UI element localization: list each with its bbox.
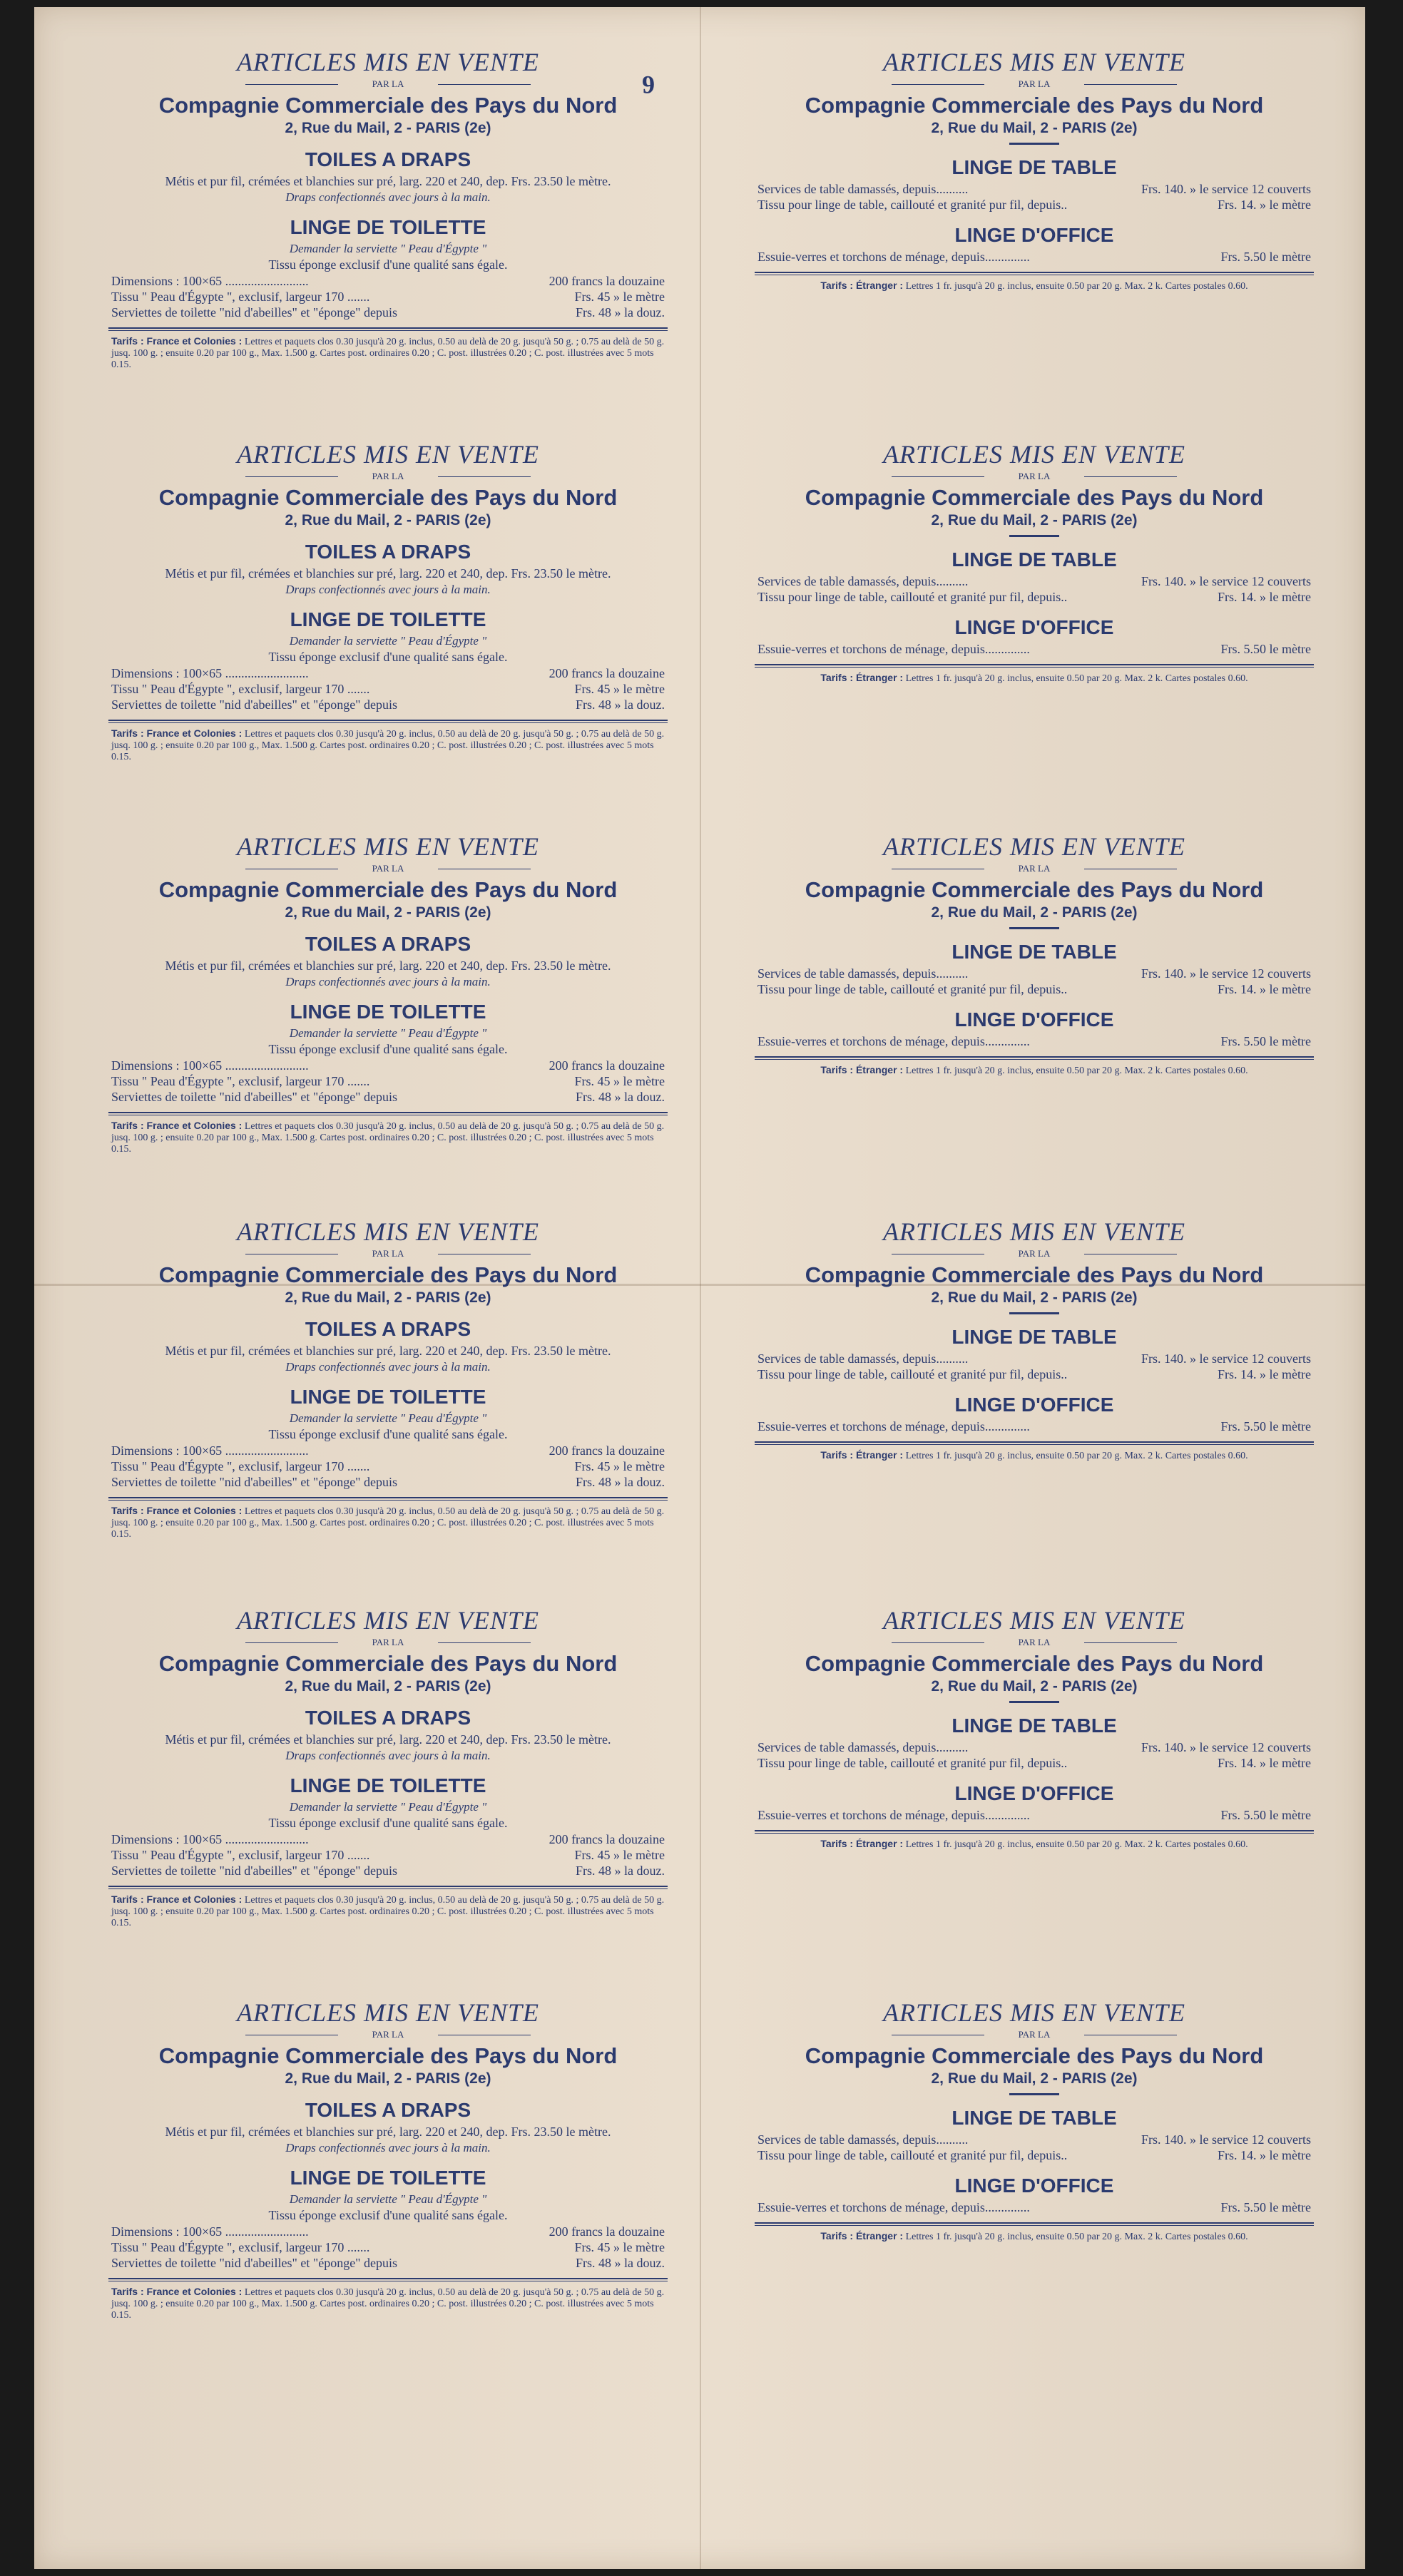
tarifs-label: Tarifs : Étranger :	[820, 1838, 904, 1849]
block-title: ARTICLES MIS EN VENTE	[883, 1217, 1185, 1246]
tarifs-label: Tarifs : Étranger :	[820, 672, 904, 683]
section-heading-toilette: LINGE DE TOILETTE	[290, 608, 486, 630]
row-price: Frs. 45 » le mètre	[574, 290, 665, 304]
divider	[755, 1056, 1314, 1058]
company-address: 2, Rue du Mail, 2 - PARIS (2e)	[285, 512, 491, 528]
price-row	[111, 2256, 665, 2271]
row-price: Frs. 45 » le mètre	[574, 1848, 665, 1862]
section-heading-toilette: LINGE DE TOILETTE	[290, 1386, 486, 1408]
toiles-description: Métis et pur fil, crémées et blanchies sur pré, larg. 220 et 240, dep. Frs. 23.50 le mètre.	[165, 1732, 611, 1747]
toilette-description: Tissu éponge exclusif d'une qualité sans égale.	[268, 2208, 508, 2222]
row-price: Frs. 14. » le mètre	[1218, 982, 1311, 996]
divider	[108, 1112, 668, 1113]
row-label: Essuie-verres et torchons de ménage, depuis..............	[757, 250, 1030, 264]
row-price: 200 francs la douzaine	[549, 274, 665, 288]
toilette-note: Demander la serviette " Peau d'Égypte "	[289, 2192, 487, 2206]
row-price: Frs. 48 » la douz.	[576, 1864, 665, 1878]
par-la-label: PAR LA	[103, 1248, 673, 1259]
company-name: Compagnie Commerciale des Pays du Nord	[805, 2043, 1264, 2068]
divider	[108, 1500, 668, 1501]
section-heading-toilette: LINGE DE TOILETTE	[290, 1001, 486, 1023]
section-heading-toiles: TOILES A DRAPS	[305, 1707, 471, 1729]
section-heading-table: LINGE DE TABLE	[952, 548, 1117, 571]
tarifs-text	[757, 1449, 1311, 1462]
company-address: 2, Rue du Mail, 2 - PARIS (2e)	[931, 2070, 1138, 2087]
toilette-description: Tissu éponge exclusif d'une qualité sans égale.	[268, 1816, 508, 1830]
row-label: Serviettes de toilette "nid d'abeilles" et "éponge" depuis	[111, 2256, 398, 2270]
toilette-note: Demander la serviette " Peau d'Égypte "	[289, 1800, 487, 1814]
row-price: Frs. 5.50 le mètre	[1220, 250, 1311, 264]
company-name: Compagnie Commerciale des Pays du Nord	[158, 485, 618, 510]
section-heading-office: LINGE D'OFFICE	[954, 1008, 1114, 1031]
company-name: Compagnie Commerciale des Pays du Nord	[158, 1651, 618, 1676]
tarifs-text	[757, 2230, 1311, 2243]
divider	[755, 667, 1314, 668]
section-heading-toilette: LINGE DE TOILETTE	[290, 2167, 486, 2189]
toilette-note: Demander la serviette " Peau d'Égypte "	[289, 1026, 487, 1040]
left-advert-block-1	[103, 21, 673, 407]
divider	[108, 1888, 668, 1889]
price-row	[757, 1756, 1311, 1771]
price-row	[111, 1848, 665, 1863]
divider	[108, 2278, 668, 2279]
row-label: Tissu " Peau d'Égypte ", exclusif, largeur 170 .......	[111, 1074, 370, 1088]
company-name: Compagnie Commerciale des Pays du Nord	[805, 1651, 1264, 1676]
company-address: 2, Rue du Mail, 2 - PARIS (2e)	[931, 512, 1138, 528]
section-heading-table: LINGE DE TABLE	[952, 156, 1117, 178]
divider	[755, 1059, 1314, 1060]
price-row	[111, 2224, 665, 2239]
block-title: ARTICLES MIS EN VENTE	[883, 1998, 1185, 2027]
row-price: Frs. 5.50 le mètre	[1220, 1034, 1311, 1048]
toiles-note: Draps confectionnés avec jours à la main.	[285, 1360, 491, 1374]
page-number: 6	[642, 71, 655, 99]
price-row	[111, 1074, 665, 1089]
tarifs-text	[111, 727, 665, 763]
price-row	[757, 1034, 1311, 1049]
price-row	[111, 697, 665, 712]
tarifs-label: Tarifs : France et Colonies :	[111, 727, 243, 739]
right-advert-block-4	[749, 1191, 1320, 1576]
row-price: Frs. 14. » le mètre	[1218, 198, 1311, 212]
toilette-description: Tissu éponge exclusif d'une qualité sans égale.	[268, 257, 508, 272]
price-row	[757, 2132, 1311, 2147]
row-price: Frs. 140. » le service 12 couverts	[1141, 1351, 1311, 1366]
toiles-description: Métis et pur fil, crémées et blanchies sur pré, larg. 220 et 240, dep. Frs. 23.50 le mètre.	[165, 1344, 611, 1358]
right-advert-block-6	[749, 1972, 1320, 2357]
company-address: 2, Rue du Mail, 2 - PARIS (2e)	[285, 2070, 491, 2087]
row-label: Tissu " Peau d'Égypte ", exclusif, largeur 170 .......	[111, 1848, 370, 1862]
company-name: Compagnie Commerciale des Pays du Nord	[158, 877, 618, 902]
divider	[755, 1833, 1314, 1834]
block-title: ARTICLES MIS EN VENTE	[883, 832, 1185, 861]
block-title: ARTICLES MIS EN VENTE	[237, 1998, 539, 2027]
row-label: Serviettes de toilette "nid d'abeilles" et "éponge" depuis	[111, 1090, 398, 1104]
company-name: Compagnie Commerciale des Pays du Nord	[805, 1262, 1264, 1287]
price-row	[757, 182, 1311, 197]
section-heading-table: LINGE DE TABLE	[952, 941, 1117, 963]
tarifs-body: Lettres et paquets clos 0.30 jusqu'à 20 g. inclus, 0.50 au delà de 20 g. jusqu'à 50 g. ; 0.75 au delà de 50 g. jusq. 100 g. ; ensuite 0.20 par 100 g., Max. 1.500 g. Cartes post. ordinaires 0.20 ; C. post. illustrées 0.20 ; C. post. illustrées avec 5 mots 0.15.	[111, 337, 665, 370]
section-heading-office: LINGE D'OFFICE	[954, 1782, 1114, 1804]
section-heading-toilette: LINGE DE TOILETTE	[290, 1774, 486, 1796]
tarifs-body: Lettres 1 fr. jusqu'à 20 g. inclus, ensuite 0.50 par 20 g. Max. 2 k. Cartes postales 0.60.	[905, 1839, 1248, 1850]
par-la-label: PAR LA	[103, 863, 673, 874]
row-label: Dimensions : 100×65 ..........................	[111, 666, 309, 680]
row-price: Frs. 140. » le service 12 couverts	[1141, 182, 1311, 196]
row-label: Tissu " Peau d'Égypte ", exclusif, largeur 170 .......	[111, 290, 370, 304]
row-label: Dimensions : 100×65 ..........................	[111, 2224, 309, 2239]
tarifs-text	[111, 1893, 665, 1929]
par-la-label: PAR LA	[749, 78, 1320, 90]
price-row	[111, 1090, 665, 1105]
row-label: Dimensions : 100×65 ..........................	[111, 1832, 309, 1846]
par-la-label: PAR LA	[749, 863, 1320, 874]
left-advert-block-4	[103, 1191, 673, 1576]
row-price: 200 francs la douzaine	[549, 1058, 665, 1073]
short-divider	[1009, 143, 1059, 145]
row-label: Services de table damassés, depuis..........	[757, 1351, 969, 1366]
price-row	[757, 966, 1311, 981]
section-heading-toiles: TOILES A DRAPS	[305, 933, 471, 955]
row-price: Frs. 5.50 le mètre	[1220, 1419, 1311, 1433]
tarifs-label: Tarifs : France et Colonies :	[111, 2286, 243, 2297]
divider	[755, 272, 1314, 273]
section-heading-table: LINGE DE TABLE	[952, 1326, 1117, 1348]
price-row	[111, 1864, 665, 1879]
price-row	[111, 1832, 665, 1847]
row-label: Tissu pour linge de table, caillouté et granité pur fil, depuis..	[757, 1756, 1068, 1770]
row-label: Essuie-verres et torchons de ménage, depuis..............	[757, 1419, 1030, 1433]
block-title: ARTICLES MIS EN VENTE	[237, 832, 539, 861]
section-heading-toiles: TOILES A DRAPS	[305, 2099, 471, 2121]
row-label: Services de table damassés, depuis..........	[757, 182, 969, 196]
company-address: 2, Rue du Mail, 2 - PARIS (2e)	[285, 904, 491, 921]
company-address: 2, Rue du Mail, 2 - PARIS (2e)	[931, 120, 1138, 136]
row-label: Services de table damassés, depuis..........	[757, 1740, 969, 1754]
short-divider	[1009, 1701, 1059, 1703]
tarifs-label: Tarifs : France et Colonies :	[111, 1120, 243, 1131]
row-label: Essuie-verres et torchons de ménage, depuis..............	[757, 1808, 1030, 1822]
row-label: Services de table damassés, depuis..........	[757, 574, 969, 588]
toiles-note: Draps confectionnés avec jours à la main.	[285, 190, 491, 204]
right-advert-block-5	[749, 1580, 1320, 1965]
par-la-label: PAR LA	[103, 78, 673, 90]
row-label: Serviettes de toilette "nid d'abeilles" et "éponge" depuis	[111, 697, 398, 712]
tarifs-label: Tarifs : Étranger :	[820, 1064, 904, 1075]
row-price: Frs. 14. » le mètre	[1218, 1756, 1311, 1770]
toiles-description: Métis et pur fil, crémées et blanchies sur pré, larg. 220 et 240, dep. Frs. 23.50 le mètre.	[165, 959, 611, 973]
price-row	[757, 1351, 1311, 1366]
divider	[755, 2225, 1314, 2226]
tarifs-body: Lettres et paquets clos 0.30 jusqu'à 20 g. inclus, 0.50 au delà de 20 g. jusqu'à 50 g. ; 0.75 au delà de 50 g. jusq. 100 g. ; ensuite 0.20 par 100 g., Max. 1.500 g. Cartes post. ordinaires 0.20 ; C. post. illustrées 0.20 ; C. post. illustrées avec 5 mots 0.15.	[111, 1506, 665, 1540]
tarifs-text	[757, 672, 1311, 685]
tarifs-body: Lettres et paquets clos 0.30 jusqu'à 20 g. inclus, 0.50 au delà de 20 g. jusqu'à 50 g. ; 0.75 au delà de 50 g. jusq. 100 g. ; ensuite 0.20 par 100 g., Max. 1.500 g. Cartes post. ordinaires 0.20 ; C. post. illustrées 0.20 ; C. post. illustrées avec 5 mots 0.15.	[111, 729, 665, 762]
row-price: Frs. 45 » le mètre	[574, 682, 665, 696]
block-title: ARTICLES MIS EN VENTE	[883, 48, 1185, 76]
company-name: Compagnie Commerciale des Pays du Nord	[158, 2043, 618, 2068]
tarifs-text	[757, 280, 1311, 292]
row-label: Dimensions : 100×65 ..........................	[111, 274, 309, 288]
row-price: Frs. 48 » la douz.	[576, 2256, 665, 2270]
section-heading-toilette: LINGE DE TOILETTE	[290, 216, 486, 238]
price-row	[757, 198, 1311, 213]
row-price: Frs. 14. » le mètre	[1218, 2148, 1311, 2162]
toilette-note: Demander la serviette " Peau d'Égypte "	[289, 1411, 487, 1425]
row-label: Essuie-verres et torchons de ménage, depuis..............	[757, 642, 1030, 656]
row-price: Frs. 45 » le mètre	[574, 2240, 665, 2254]
company-name: Compagnie Commerciale des Pays du Nord	[158, 1262, 618, 1287]
row-price: 200 francs la douzaine	[549, 1443, 665, 1458]
row-label: Serviettes de toilette "nid d'abeilles" et "éponge" depuis	[111, 1475, 398, 1489]
row-label: Tissu " Peau d'Égypte ", exclusif, largeur 170 .......	[111, 1459, 370, 1473]
row-label: Serviettes de toilette "nid d'abeilles" et "éponge" depuis	[111, 1864, 398, 1878]
divider	[755, 1444, 1314, 1445]
row-price: 200 francs la douzaine	[549, 1832, 665, 1846]
tarifs-label: Tarifs : France et Colonies :	[111, 1893, 243, 1905]
par-la-label: PAR LA	[749, 1637, 1320, 1648]
price-row	[111, 1443, 665, 1458]
section-heading-toiles: TOILES A DRAPS	[305, 541, 471, 563]
section-heading-office: LINGE D'OFFICE	[954, 224, 1114, 246]
row-label: Tissu pour linge de table, caillouté et granité pur fil, depuis..	[757, 982, 1068, 996]
row-price: Frs. 140. » le service 12 couverts	[1141, 1740, 1311, 1754]
company-name: Compagnie Commerciale des Pays du Nord	[805, 93, 1264, 118]
row-price: Frs. 48 » la douz.	[576, 1090, 665, 1104]
section-heading-toiles: TOILES A DRAPS	[305, 148, 471, 170]
section-heading-table: LINGE DE TABLE	[952, 1714, 1117, 1737]
tarifs-label: Tarifs : France et Colonies :	[111, 1505, 243, 1516]
tarifs-body: Lettres 1 fr. jusqu'à 20 g. inclus, ensuite 0.50 par 20 g. Max. 2 k. Cartes postales 0.60.	[905, 281, 1248, 292]
toilette-description: Tissu éponge exclusif d'une qualité sans égale.	[268, 650, 508, 664]
block-title: ARTICLES MIS EN VENTE	[237, 1606, 539, 1635]
tarifs-text	[111, 335, 665, 371]
company-address: 2, Rue du Mail, 2 - PARIS (2e)	[285, 120, 491, 136]
par-la-label: PAR LA	[749, 2029, 1320, 2040]
block-title: ARTICLES MIS EN VENTE	[883, 440, 1185, 469]
toiles-note: Draps confectionnés avec jours à la main.	[285, 2141, 491, 2155]
row-price: Frs. 45 » le mètre	[574, 1074, 665, 1088]
par-la-label: PAR LA	[103, 2029, 673, 2040]
left-advert-block-5	[103, 1580, 673, 1965]
row-price: Frs. 14. » le mètre	[1218, 590, 1311, 604]
row-price: Frs. 140. » le service 12 couverts	[1141, 2132, 1311, 2147]
tarifs-label: Tarifs : France et Colonies :	[111, 335, 243, 347]
toiles-note: Draps confectionnés avec jours à la main.	[285, 583, 491, 596]
right-advert-block-3	[749, 806, 1320, 1191]
tarifs-body: Lettres 1 fr. jusqu'à 20 g. inclus, ensuite 0.50 par 20 g. Max. 2 k. Cartes postales 0.60.	[905, 1451, 1248, 1461]
price-row	[757, 250, 1311, 265]
price-row	[111, 666, 665, 681]
section-heading-toiles: TOILES A DRAPS	[305, 1318, 471, 1340]
toilette-note: Demander la serviette " Peau d'Égypte "	[289, 634, 487, 648]
tarifs-label: Tarifs : Étranger :	[820, 1449, 904, 1461]
short-divider	[1009, 535, 1059, 537]
row-label: Services de table damassés, depuis..........	[757, 2132, 969, 2147]
price-row	[111, 1459, 665, 1474]
row-price: Frs. 140. » le service 12 couverts	[1141, 574, 1311, 588]
row-label: Tissu pour linge de table, caillouté et granité pur fil, depuis..	[757, 590, 1068, 604]
left-advert-block-3	[103, 806, 673, 1191]
row-label: Tissu pour linge de table, caillouté et granité pur fil, depuis..	[757, 1367, 1068, 1381]
divider	[108, 330, 668, 331]
price-row	[757, 1419, 1311, 1434]
price-row	[757, 574, 1311, 589]
tarifs-text	[111, 2286, 665, 2321]
row-price: Frs. 48 » la douz.	[576, 305, 665, 320]
block-title: ARTICLES MIS EN VENTE	[237, 48, 539, 76]
divider	[755, 664, 1314, 665]
price-row	[757, 642, 1311, 657]
price-row	[111, 1058, 665, 1073]
row-label: Tissu " Peau d'Égypte ", exclusif, largeur 170 .......	[111, 2240, 370, 2254]
row-price: Frs. 48 » la douz.	[576, 1475, 665, 1489]
toilette-description: Tissu éponge exclusif d'une qualité sans égale.	[268, 1042, 508, 1056]
price-row	[111, 1475, 665, 1490]
tarifs-label: Tarifs : Étranger :	[820, 2230, 904, 2242]
block-title: ARTICLES MIS EN VENTE	[237, 440, 539, 469]
par-la-label: PAR LA	[749, 471, 1320, 482]
block-title: ARTICLES MIS EN VENTE	[883, 1606, 1185, 1635]
tarifs-text	[111, 1120, 665, 1155]
section-heading-office: LINGE D'OFFICE	[954, 616, 1114, 638]
row-price: Frs. 14. » le mètre	[1218, 1367, 1311, 1381]
printed-sheet	[34, 7, 1365, 2569]
row-price: Frs. 5.50 le mètre	[1220, 642, 1311, 656]
price-row	[757, 1367, 1311, 1382]
section-heading-table: LINGE DE TABLE	[952, 2107, 1117, 2129]
row-price: Frs. 5.50 le mètre	[1220, 2200, 1311, 2214]
tarifs-body: Lettres et paquets clos 0.30 jusqu'à 20 g. inclus, 0.50 au delà de 20 g. jusqu'à 50 g. ; 0.75 au delà de 50 g. jusq. 100 g. ; ensuite 0.20 par 100 g., Max. 1.500 g. Cartes post. ordinaires 0.20 ; C. post. illustrées 0.20 ; C. post. illustrées avec 5 mots 0.15.	[111, 1895, 665, 1928]
toilette-note: Demander la serviette " Peau d'Égypte "	[289, 242, 487, 255]
row-price: 200 francs la douzaine	[549, 666, 665, 680]
price-row	[111, 2240, 665, 2255]
price-row	[757, 982, 1311, 997]
price-row	[757, 590, 1311, 605]
tarifs-body: Lettres 1 fr. jusqu'à 20 g. inclus, ensuite 0.50 par 20 g. Max. 2 k. Cartes postales 0.60.	[905, 673, 1248, 684]
row-price: 200 francs la douzaine	[549, 2224, 665, 2239]
price-row	[757, 1740, 1311, 1755]
short-divider	[1009, 1312, 1059, 1314]
toiles-note: Draps confectionnés avec jours à la main.	[285, 1749, 491, 1762]
row-label: Tissu pour linge de table, caillouté et granité pur fil, depuis..	[757, 2148, 1068, 2162]
divider	[755, 2222, 1314, 2224]
tarifs-label: Tarifs : Étranger :	[820, 280, 904, 291]
short-divider	[1009, 927, 1059, 929]
price-row	[757, 2200, 1311, 2215]
company-address: 2, Rue du Mail, 2 - PARIS (2e)	[285, 1289, 491, 1306]
price-row	[111, 682, 665, 697]
short-divider	[1009, 2093, 1059, 2095]
divider	[108, 1886, 668, 1887]
company-name: Compagnie Commerciale des Pays du Nord	[805, 485, 1264, 510]
par-la-label: PAR LA	[103, 471, 673, 482]
par-la-label: PAR LA	[103, 1637, 673, 1648]
left-advert-block-6	[103, 1972, 673, 2357]
row-price: Frs. 5.50 le mètre	[1220, 1808, 1311, 1822]
price-row	[111, 305, 665, 320]
divider	[108, 720, 668, 721]
par-la-label: PAR LA	[749, 1248, 1320, 1259]
row-price: Frs. 140. » le service 12 couverts	[1141, 966, 1311, 981]
tarifs-text	[757, 1064, 1311, 1077]
row-label: Essuie-verres et torchons de ménage, depuis..............	[757, 1034, 1030, 1048]
tarifs-body: Lettres et paquets clos 0.30 jusqu'à 20 g. inclus, 0.50 au delà de 20 g. jusqu'à 50 g. ; 0.75 au delà de 50 g. jusq. 100 g. ; ensuite 0.20 par 100 g., Max. 1.500 g. Cartes post. ordinaires 0.20 ; C. post. illustrées 0.20 ; C. post. illustrées avec 5 mots 0.15.	[111, 1121, 665, 1155]
divider	[755, 1441, 1314, 1443]
divider	[108, 722, 668, 723]
company-name: Compagnie Commerciale des Pays du Nord	[158, 93, 618, 118]
company-address: 2, Rue du Mail, 2 - PARIS (2e)	[931, 1678, 1138, 1695]
tarifs-body: Lettres 1 fr. jusqu'à 20 g. inclus, ensuite 0.50 par 20 g. Max. 2 k. Cartes postales 0.60.	[905, 1065, 1248, 1076]
divider	[755, 1830, 1314, 1831]
price-row	[111, 274, 665, 289]
price-row	[757, 1808, 1311, 1823]
tarifs-body: Lettres 1 fr. jusqu'à 20 g. inclus, ensuite 0.50 par 20 g. Max. 2 k. Cartes postales 0.60.	[905, 2232, 1248, 2242]
divider	[108, 1497, 668, 1498]
toilette-description: Tissu éponge exclusif d'une qualité sans égale.	[268, 1427, 508, 1441]
toiles-description: Métis et pur fil, crémées et blanchies sur pré, larg. 220 et 240, dep. Frs. 23.50 le mètre.	[165, 2125, 611, 2139]
toiles-description: Métis et pur fil, crémées et blanchies sur pré, larg. 220 et 240, dep. Frs. 23.50 le mètre.	[165, 566, 611, 581]
company-name: Compagnie Commerciale des Pays du Nord	[805, 877, 1264, 902]
company-address: 2, Rue du Mail, 2 - PARIS (2e)	[285, 1678, 491, 1695]
company-address: 2, Rue du Mail, 2 - PARIS (2e)	[931, 1289, 1138, 1306]
row-label: Dimensions : 100×65 ..........................	[111, 1058, 309, 1073]
row-label: Tissu " Peau d'Égypte ", exclusif, largeur 170 .......	[111, 682, 370, 696]
row-price: Frs. 45 » le mètre	[574, 1459, 665, 1473]
tarifs-text	[757, 1838, 1311, 1851]
toiles-description: Métis et pur fil, crémées et blanchies sur pré, larg. 220 et 240, dep. Frs. 23.50 le mètre.	[165, 174, 611, 188]
section-heading-office: LINGE D'OFFICE	[954, 2174, 1114, 2197]
left-advert-block-2	[103, 414, 673, 799]
price-row	[757, 2148, 1311, 2163]
row-label: Serviettes de toilette "nid d'abeilles" et "éponge" depuis	[111, 305, 398, 320]
company-address: 2, Rue du Mail, 2 - PARIS (2e)	[931, 904, 1138, 921]
right-advert-block-2	[749, 414, 1320, 799]
right-advert-block-1	[749, 21, 1320, 407]
section-heading-office: LINGE D'OFFICE	[954, 1394, 1114, 1416]
block-title: ARTICLES MIS EN VENTE	[237, 1217, 539, 1246]
divider	[108, 327, 668, 329]
row-label: Tissu pour linge de table, caillouté et granité pur fil, depuis..	[757, 198, 1068, 212]
tarifs-body: Lettres et paquets clos 0.30 jusqu'à 20 g. inclus, 0.50 au delà de 20 g. jusqu'à 50 g. ; 0.75 au delà de 50 g. jusq. 100 g. ; ensuite 0.20 par 100 g., Max. 1.500 g. Cartes post. ordinaires 0.20 ; C. post. illustrées 0.20 ; C. post. illustrées avec 5 mots 0.15.	[111, 2287, 665, 2321]
row-label: Essuie-verres et torchons de ménage, depuis..............	[757, 2200, 1030, 2214]
row-label: Services de table damassés, depuis..........	[757, 966, 969, 981]
vertical-fold	[700, 7, 701, 2569]
row-price: Frs. 48 » la douz.	[576, 697, 665, 712]
row-label: Dimensions : 100×65 ..........................	[111, 1443, 309, 1458]
toiles-note: Draps confectionnés avec jours à la main.	[285, 975, 491, 988]
price-row	[111, 290, 665, 305]
tarifs-text	[111, 1505, 665, 1540]
